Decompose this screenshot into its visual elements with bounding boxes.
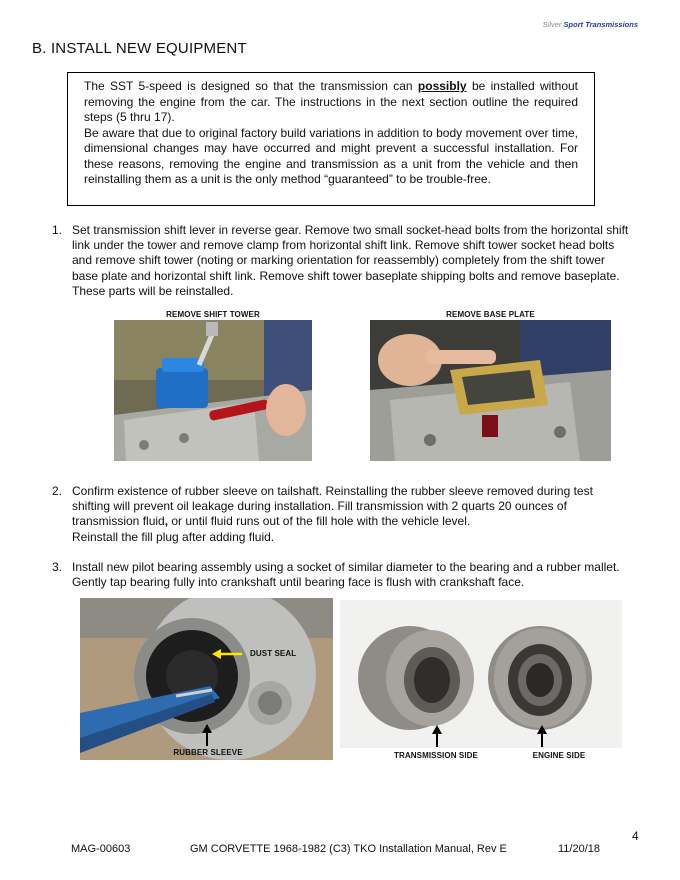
notice-paragraph-2: Be aware that due to original factory build variations in addition to body movement over time, dimensional changes may have occurred and might prevent a successful installation. For these reasons, removing the engine and transmission as a unit from the vehicle and then reinstalling them as a unit is the only method “guaranteed” to be trouble-free. bbox=[84, 125, 578, 186]
brand-name: Sport Transmissions bbox=[563, 20, 638, 29]
brand-prefix: Silver bbox=[542, 20, 562, 29]
footer-doc-title: GM CORVETTE 1968-1982 (C3) TKO Installation Manual, Rev E bbox=[190, 843, 507, 855]
step-text: Set transmission shift lever in reverse gear. Remove two small socket-head bolts from the horizontal shift link under the tower and remove clamp from horizontal shift link. Remove shift tower socket head bolts and remove shift tower (noting or marking orientation for reassembly) completely from the shift tower base plate and horizontal shift link. Remove shift tower baseplate shipping bolts and remove baseplate. These parts will be reinstalled. bbox=[72, 223, 629, 298]
photo-pilot-bearing-install bbox=[80, 598, 333, 760]
label-transmission-side: TRANSMISSION SIDE bbox=[394, 751, 478, 760]
page-number: 4 bbox=[632, 829, 639, 843]
step-number: 3. bbox=[52, 560, 63, 574]
step-number: 2. bbox=[52, 484, 63, 498]
photo-base-plate bbox=[370, 320, 611, 461]
photo-bearings bbox=[340, 600, 622, 762]
footer-doc-id: MAG-00603 bbox=[71, 843, 131, 855]
step-text: Install new pilot bearing assembly using a socket of similar diameter to the bearing and a rubber mallet. Gently tap bearing fully into crankshaft until bearing face is flush with crankshaft face. bbox=[72, 560, 620, 590]
notice-paragraph-1: The SST 5-speed is designed so that the transmission can possibly be installed without removing the engine from the car. The instructions in the next section outline the required steps (5 thru 17). bbox=[84, 79, 578, 124]
section-title: B. INSTALL NEW EQUIPMENT bbox=[32, 40, 247, 57]
caption-remove-base-plate: REMOVE BASE PLATE bbox=[446, 310, 535, 319]
step-number: 1. bbox=[52, 223, 63, 237]
footer-date: 11/20/18 bbox=[558, 843, 601, 855]
notice-box bbox=[67, 72, 595, 206]
brand-mark bbox=[543, 20, 638, 29]
step-text: Confirm existence of rubber sleeve on tailshaft. Reinstalling the rubber sleeve removed during test shifting will prevent oil leakage during installation. Fill transmission with 2 quarts 20 ounces of transmission fluid, or until fluid runs out of the fill hole with the vehicle level. Reinstall the fill plug after adding fluid. bbox=[72, 484, 593, 544]
label-engine-side: ENGINE SIDE bbox=[532, 751, 586, 760]
step-1 bbox=[52, 223, 630, 299]
photo-shift-tower bbox=[114, 320, 312, 461]
step-2 bbox=[52, 484, 630, 545]
caption-remove-shift-tower: REMOVE SHIFT TOWER bbox=[166, 310, 260, 319]
label-rubber-sleeve: RUBBER SLEEVE bbox=[173, 748, 243, 757]
label-dust-seal: DUST SEAL bbox=[250, 649, 297, 658]
emphasis-possibly: possibly bbox=[417, 79, 467, 93]
step-3 bbox=[52, 560, 630, 590]
